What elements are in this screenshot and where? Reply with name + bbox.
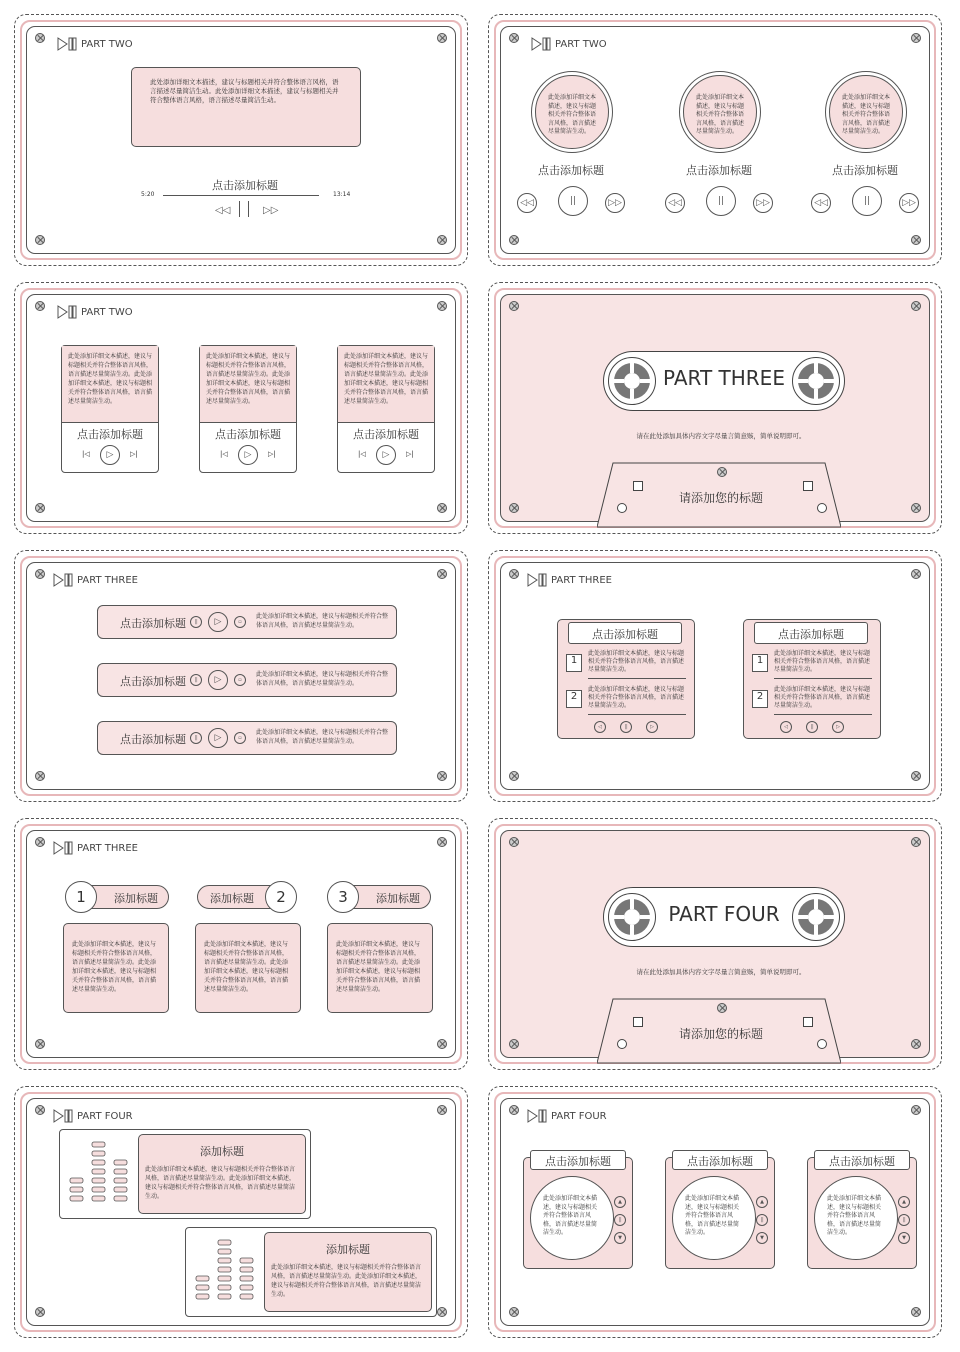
play-pause-logo-icon (527, 573, 547, 587)
screw-icon (509, 569, 519, 579)
cover-title[interactable]: 请添加您的标题 (678, 1027, 763, 1041)
pause-button[interactable]: || (614, 1214, 626, 1226)
panel-title[interactable]: 点击添加标题 (829, 1155, 895, 1168)
screw-icon (717, 467, 727, 477)
pause-button[interactable]: || (898, 1214, 910, 1226)
screw-icon (509, 837, 519, 847)
down-button[interactable]: ▼ (614, 1232, 626, 1244)
screw-icon (437, 1307, 447, 1317)
item-number: 1 (752, 654, 768, 672)
prev-icon[interactable]: |◁ (358, 450, 366, 458)
reel-icon (608, 893, 656, 941)
reel-icon (792, 357, 840, 405)
play-pause-logo-icon (527, 1109, 547, 1123)
cassette-window (603, 351, 845, 411)
track-row[interactable] (97, 663, 397, 697)
slide-7[interactable] (14, 818, 468, 1070)
block-title[interactable]: 添加标题 (200, 1145, 244, 1158)
text-card (327, 923, 433, 1013)
screw-icon (509, 1039, 519, 1049)
up-button[interactable]: ▲ (898, 1196, 910, 1208)
rewind-button[interactable]: ◁ (780, 721, 792, 733)
row-text: 此处添加详细文本描述，建议与标题相关并符合整体语言风格，语言描述尽量简洁生动。 (256, 613, 389, 629)
card-text-area (338, 346, 434, 423)
card-text: 此处添加详细文本描述，建议与标题相关并符合整体语言风格，语言描述尽量简洁生动。此处添加详细文本描述，建议与标题相关并符合整体语言风格，语言描述尽量简洁生动。 (204, 941, 289, 993)
screw-icon (437, 1039, 447, 1049)
slide-header (53, 841, 138, 855)
screw-icon (35, 1039, 45, 1049)
disc (814, 1176, 898, 1260)
block-title[interactable]: 添加标题 (326, 1243, 370, 1256)
screw-icon (437, 837, 447, 847)
screw-icon (911, 1039, 921, 1049)
text-box (131, 67, 361, 147)
card-text: 此处添加详细文本描述，建议与标题相关并符合整体语言风格，语言描述尽量简洁生动。此处添加详细文本描述，建议与标题相关并符合整体语言风格，语言描述尽量简洁生动。 (336, 941, 421, 993)
part-label: PART TWO (555, 38, 607, 50)
row-text: 此处添加详细文本描述，建议与标题相关并符合整体语言风格，语言描述尽量简洁生动。 (256, 671, 389, 687)
screw-icon (911, 33, 921, 43)
pause-icon[interactable]: || (190, 616, 202, 628)
panel-title[interactable]: 点击添加标题 (545, 1155, 611, 1168)
hole-icon (617, 503, 627, 513)
card-text: 此处添加详细文本描述，建议与标题相关并符合整体语言风格，语言描述尽量简洁生动。此处添加详细文本描述，建议与标题相关并符合整体语言风格，语言描述尽量简洁生动。 (72, 941, 157, 993)
next-icon[interactable]: ▷| (268, 450, 276, 458)
panel-title[interactable]: 点击添加标题 (778, 628, 844, 641)
screw-icon (911, 503, 921, 513)
progress-bar[interactable] (163, 195, 319, 196)
rewind-button[interactable]: ◁◁ (665, 193, 685, 213)
slide-1[interactable] (14, 14, 468, 266)
item-number: 2 (566, 690, 582, 708)
list-panel (743, 619, 881, 739)
screw-icon (35, 837, 45, 847)
item-number: 2 (752, 690, 768, 708)
item-title[interactable]: 点击添加标题 (686, 164, 752, 177)
disc (825, 71, 907, 153)
subtitle: 请在此处添加具体内容文字尽量言简意赅，简单说明即可。 (636, 968, 806, 976)
play-pause-logo-icon (531, 37, 551, 51)
part-label: PART THREE (77, 842, 138, 854)
hole-icon (617, 1039, 627, 1049)
tag-title[interactable]: 添加标题 (376, 892, 420, 905)
divider (774, 714, 872, 715)
part-title: PART THREE (663, 366, 785, 390)
disc (531, 71, 613, 153)
play-button[interactable]: ▷ (238, 445, 258, 465)
screw-icon (35, 1307, 45, 1317)
equalizer-card (185, 1227, 437, 1317)
hole-icon (817, 503, 827, 513)
screw-icon (437, 569, 447, 579)
play-pause-logo-icon (53, 573, 73, 587)
row-title[interactable]: 点击添加标题 (120, 675, 186, 688)
screw-icon (509, 1307, 519, 1317)
screw-icon (911, 235, 921, 245)
list-panel (557, 619, 695, 739)
disc (679, 71, 761, 153)
stop-icon[interactable]: ▫ (234, 616, 246, 628)
disc-text: 此处添加详细文本描述，建议与标题相关并符合整体语言风格，语言描述尽量简洁生动。 (685, 1195, 740, 1236)
body-text: 此处添加详细文本描述，建议与标题相关并符合整体语言风格，语言描述尽量简洁生动。 (842, 94, 891, 135)
card-text-area (200, 346, 296, 423)
card-title[interactable]: 点击添加标题 (77, 428, 143, 441)
item-text: 此处添加详细文本描述，建议与标题相关并符合整体语言风格，语言描述尽量简洁生动。 (774, 686, 871, 709)
stop-icon[interactable]: ▫ (234, 732, 246, 744)
reel-icon (792, 893, 840, 941)
slide-6[interactable] (488, 550, 942, 802)
disc-inner (683, 75, 757, 149)
item-title[interactable]: 点击添加标题 (832, 164, 898, 177)
screw-icon (509, 33, 519, 43)
cover-title[interactable]: 请添加您的标题 (678, 491, 763, 505)
play-button[interactable]: ▷ (208, 612, 228, 632)
cassette-window (603, 887, 845, 947)
slide-2[interactable] (488, 14, 942, 266)
divider (774, 678, 872, 679)
screw-icon (35, 503, 45, 513)
time-start: 5:20 (141, 191, 155, 198)
screw-icon (35, 569, 45, 579)
screw-icon (911, 1307, 921, 1317)
disc-text: 此处添加详细文本描述，建议与标题相关并符合整体语言风格，语言描述尽量简洁生动。 (543, 1195, 598, 1236)
pause-icon[interactable]: || (190, 674, 202, 686)
screw-icon (35, 1105, 45, 1115)
player-card (61, 345, 159, 473)
panel-title-box (754, 622, 868, 644)
block-text: 此处添加详细文本描述，建议与标题相关并符合整体语言风格，语言描述尽量简洁生动。此处添加详细文本描述，建议与标题相关并符合整体语言风格，语言描述尽量简洁生动。 (271, 1264, 422, 1298)
play-pause-logo-icon (57, 305, 77, 319)
pause-icon[interactable] (239, 201, 249, 217)
forward-button[interactable]: ▷▷ (899, 193, 919, 213)
screw-icon (437, 301, 447, 311)
panel-title-box (568, 622, 682, 644)
disc (672, 1176, 756, 1260)
item-text: 此处添加详细文本描述，建议与标题相关并符合整体语言风格，语言描述尽量简洁生动。 (774, 650, 871, 673)
body-text: 此处添加详细文本描述，建议与标题相关并符合整体语言风格，语言描述尽量简洁生动。 (696, 94, 745, 135)
play-button[interactable]: ▷ (376, 445, 396, 465)
slide-9[interactable] (14, 1086, 468, 1338)
up-button[interactable]: ▲ (756, 1196, 768, 1208)
slide-header (57, 37, 133, 51)
hole-icon (633, 481, 643, 491)
pause-button[interactable]: || (806, 721, 818, 733)
screw-icon (911, 569, 921, 579)
screw-icon (911, 301, 921, 311)
play-button[interactable]: ▷ (208, 728, 228, 748)
text-panel (264, 1232, 432, 1312)
pause-button[interactable]: || (756, 1214, 768, 1226)
screw-icon (437, 235, 447, 245)
slide-header (527, 573, 612, 587)
equalizer-icon (192, 1238, 256, 1304)
screw-icon (509, 771, 519, 781)
slide-8[interactable] (488, 818, 942, 1070)
item-number: 1 (566, 654, 582, 672)
screw-icon (911, 1105, 921, 1115)
part-label: PART THREE (551, 574, 612, 586)
forward-button[interactable]: ▷▷ (753, 193, 773, 213)
body-text: 此处添加详细文本描述，建议与标题相关并符合整体语言风格，语言描述尽量简洁生动。此处添加详细文本描述，建议与标题相关并符合整体语言风格，语言描述尽量简洁生动。 (150, 78, 339, 104)
screw-icon (437, 1105, 447, 1115)
stop-icon[interactable]: ▫ (234, 674, 246, 686)
part-label: PART FOUR (551, 1110, 607, 1122)
item-title[interactable]: 点击添加标题 (538, 164, 604, 177)
rewind-button[interactable]: ◁◁ (811, 193, 831, 213)
screw-icon (35, 301, 45, 311)
slide-title[interactable]: 点击添加标题 (212, 179, 278, 192)
subtitle: 请在此处添加具体内容文字尽量言简意赅，简单说明即可。 (636, 432, 806, 440)
prev-icon[interactable]: |◁ (82, 450, 90, 458)
pause-button[interactable]: || (706, 186, 736, 216)
panel-title[interactable]: 点击添加标题 (687, 1155, 753, 1168)
screw-icon (911, 771, 921, 781)
panel-title-box (814, 1150, 910, 1170)
screw-icon (509, 1105, 519, 1115)
panel-title[interactable]: 点击添加标题 (592, 628, 658, 641)
play-pause-logo-icon (57, 37, 77, 51)
part-title: PART FOUR (668, 902, 780, 926)
disc-panel (523, 1157, 633, 1269)
tag-title[interactable]: 添加标题 (114, 892, 158, 905)
divider (588, 678, 686, 679)
slide-header (527, 1109, 607, 1123)
equalizer-icon (66, 1140, 130, 1206)
screw-icon (437, 503, 447, 513)
rewind-button[interactable]: ◁◁ (517, 193, 537, 213)
hole-icon (817, 1039, 827, 1049)
next-icon[interactable]: ▷| (406, 450, 414, 458)
part-label: PART TWO (81, 38, 133, 50)
play-pause-logo-icon (53, 841, 73, 855)
screw-icon (509, 301, 519, 311)
slide-3[interactable] (14, 282, 468, 534)
play-button[interactable]: ▷ (100, 445, 120, 465)
time-end: 13:14 (333, 191, 351, 198)
card-title[interactable]: 点击添加标题 (353, 428, 419, 441)
screw-icon (509, 503, 519, 513)
disc-text: 此处添加详细文本描述，建议与标题相关并符合整体语言风格，语言描述尽量简洁生动。 (827, 1195, 882, 1236)
rewind-icon[interactable]: ◁◁ (215, 205, 231, 216)
forward-button[interactable]: ▷ (832, 721, 844, 733)
rewind-button[interactable]: ◁ (594, 721, 606, 733)
disc-panel (665, 1157, 775, 1269)
screw-icon (35, 235, 45, 245)
player-card (199, 345, 297, 473)
slide-header (531, 37, 607, 51)
slide-10[interactable] (488, 1086, 942, 1338)
text-card (195, 923, 301, 1013)
pause-button[interactable]: || (620, 721, 632, 733)
down-button[interactable]: ▼ (756, 1232, 768, 1244)
hole-icon (633, 1017, 643, 1027)
screw-icon (911, 837, 921, 847)
reel-icon (608, 357, 656, 405)
slide-header (57, 305, 133, 319)
prev-icon[interactable]: |◁ (220, 450, 228, 458)
screw-icon (35, 771, 45, 781)
row-text: 此处添加详细文本描述，建议与标题相关并符合整体语言风格，语言描述尽量简洁生动。 (256, 729, 389, 745)
pause-button[interactable]: || (558, 186, 588, 216)
step-number: 1 (65, 881, 97, 913)
track-row[interactable] (97, 721, 397, 755)
slide-5[interactable] (14, 550, 468, 802)
part-label: PART FOUR (77, 1110, 133, 1122)
panel-title-box (672, 1150, 768, 1170)
screw-icon (437, 771, 447, 781)
slide-header (53, 1109, 133, 1123)
play-button[interactable]: ▷ (208, 670, 228, 690)
block-text: 此处添加详细文本描述，建议与标题相关并符合整体语言风格，语言描述尽量简洁生动。此处添加详细文本描述，建议与标题相关并符合整体语言风格，语言描述尽量简洁生动。 (145, 1166, 296, 1200)
next-icon[interactable]: ▷| (130, 450, 138, 458)
screw-icon (437, 33, 447, 43)
forward-icon[interactable]: ▷▷ (263, 205, 279, 216)
text-panel (138, 1134, 306, 1214)
panel-title-box (530, 1150, 626, 1170)
screw-icon (35, 33, 45, 43)
equalizer-card (59, 1129, 311, 1219)
forward-button[interactable]: ▷ (646, 721, 658, 733)
pause-button[interactable]: || (852, 186, 882, 216)
item-text: 此处添加详细文本描述，建议与标题相关并符合整体语言风格，语言描述尽量简洁生动。 (588, 686, 685, 709)
player-card (337, 345, 435, 473)
item-text: 此处添加详细文本描述，建议与标题相关并符合整体语言风格，语言描述尽量简洁生动。 (588, 650, 685, 673)
step-number: 2 (265, 881, 297, 913)
row-title[interactable]: 点击添加标题 (120, 733, 186, 746)
hole-icon (803, 1017, 813, 1027)
disc-inner (829, 75, 903, 149)
slide-4[interactable] (488, 282, 942, 534)
up-button[interactable]: ▲ (614, 1196, 626, 1208)
text-card (63, 923, 169, 1013)
play-pause-logo-icon (53, 1109, 73, 1123)
body-text: 此处添加详细文本描述，建议与标题相关并符合整体语言风格，语言描述尽量简洁生动。此处添加详细文本描述，建议与标题相关并符合整体语言风格，语言描述尽量简洁生动。 (344, 353, 429, 405)
disc-panel (807, 1157, 917, 1269)
body-text: 此处添加详细文本描述，建议与标题相关并符合整体语言风格，语言描述尽量简洁生动。此处添加详细文本描述，建议与标题相关并符合整体语言风格，语言描述尽量简洁生动。 (206, 353, 291, 405)
track-row[interactable] (97, 605, 397, 639)
screw-icon (717, 1003, 727, 1013)
pause-icon[interactable]: || (190, 732, 202, 744)
disc (530, 1176, 614, 1260)
disc-inner (535, 75, 609, 149)
step-number: 3 (327, 881, 359, 913)
part-label: PART TWO (81, 306, 133, 318)
part-label: PART THREE (77, 574, 138, 586)
slide-header (53, 573, 138, 587)
divider (588, 714, 686, 715)
down-button[interactable]: ▼ (898, 1232, 910, 1244)
tag-title[interactable]: 添加标题 (210, 892, 254, 905)
card-title[interactable]: 点击添加标题 (215, 428, 281, 441)
row-title[interactable]: 点击添加标题 (120, 617, 186, 630)
card-text-area (62, 346, 158, 423)
forward-button[interactable]: ▷▷ (605, 193, 625, 213)
body-text: 此处添加详细文本描述，建议与标题相关并符合整体语言风格，语言描述尽量简洁生动。此处添加详细文本描述，建议与标题相关并符合整体语言风格，语言描述尽量简洁生动。 (68, 353, 153, 405)
body-text: 此处添加详细文本描述，建议与标题相关并符合整体语言风格，语言描述尽量简洁生动。 (548, 94, 597, 135)
hole-icon (803, 481, 813, 491)
screw-icon (509, 235, 519, 245)
